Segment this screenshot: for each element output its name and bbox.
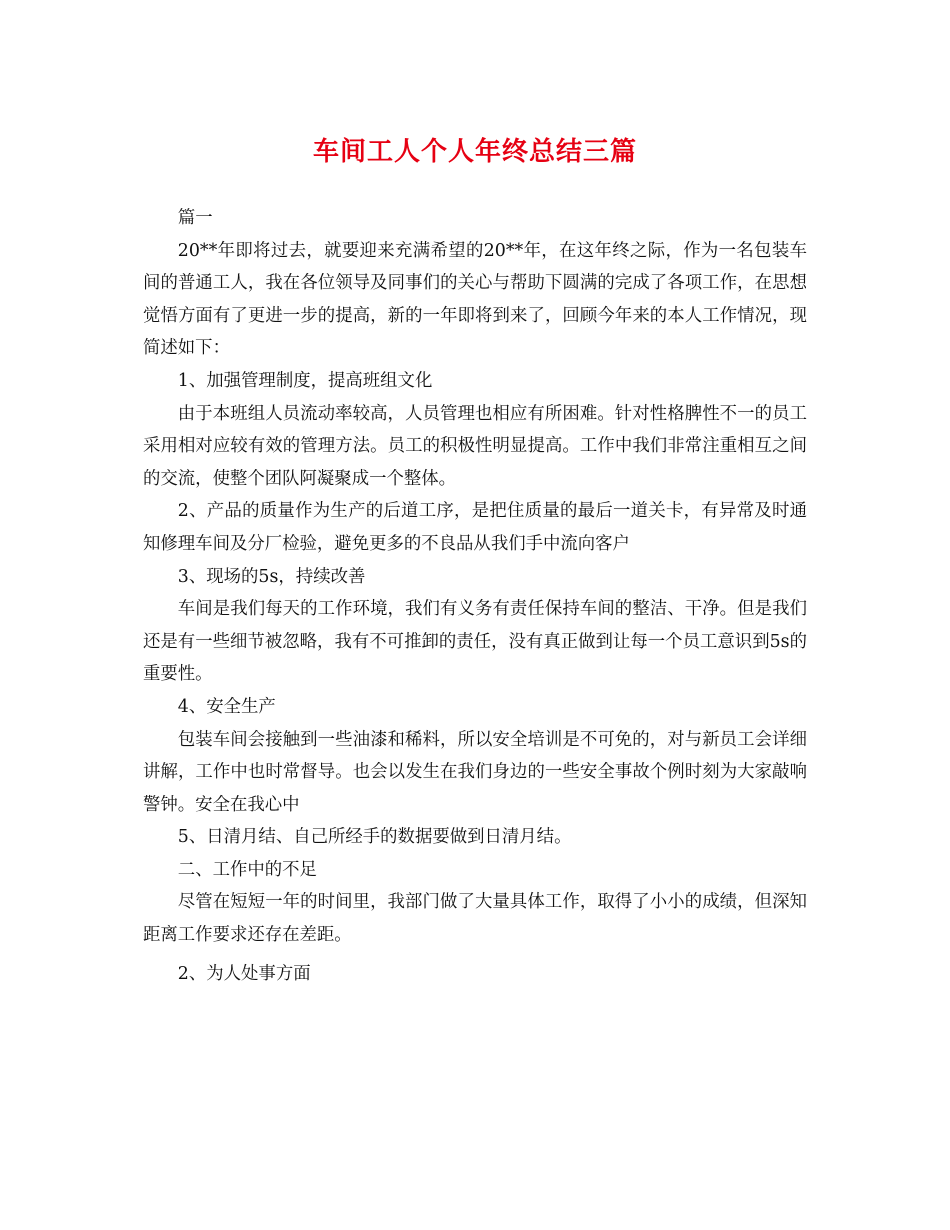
- paragraph-management: 由于本班组人员流动率较高，人员管理也相应有所困难。针对性格脾性不一的员工采用相对应较有效的管理方法。员工的积极性明显提高。工作中我们非常注重相互之间的交流，使整个团队阿凝聚成一个整体。: [143, 403, 807, 489]
- paragraph-5s: 车间是我们每天的工作环境，我们有义务有责任保持车间的整洁、干净。但是我们还是有一些细节被忽略，我有不可推卸的责任，没有真正做到让每一个员工意识到5s的重要性。: [143, 599, 807, 685]
- item-daily-settlement: 5、日清月结、自己所经手的数据要做到日清月结。: [177, 827, 572, 848]
- item-heading-safety: 4、安全生产: [177, 696, 276, 717]
- paragraph-shortcomings: 尽管在短短一年的时间里，我部门做了大量具体工作，取得了小小的成绩，但深知距离工作要求还存在差距。: [143, 892, 807, 946]
- section-heading-part-one: 篇一: [177, 208, 213, 228]
- item-heading-management: 1、加强管理制度，提高班组文化: [177, 370, 433, 391]
- section-heading-shortcomings: 二、工作中的不足: [177, 859, 317, 880]
- paragraph-safety: 包装车间会接触到一些油漆和稀料，所以安全培训是不可免的，对与新员工会详细讲解，工作中也时常督导。也会以发生在我们身边的一些安全事故个例时刻为大家敲响警钟。安全在我心中: [143, 729, 807, 815]
- item-heading-conduct: 2、为人处事方面: [177, 963, 311, 984]
- document-body: [143, 202, 807, 990]
- item-quality: 2、产品的质量作为生产的后道工序，是把住质量的最后一道关卡，有异常及时通知修理车间及分厂检验，避免更多的不良品从我们手中流向客户: [143, 501, 807, 554]
- document-title: 车间工人个人年终总结三篇: [312, 137, 637, 167]
- intro-paragraph: 20**年即将过去，就要迎来充满希望的20**年，在这年终之际，作为一名包装车间的普通工人，我在各位领导及同事们的关心与帮助下圆满的完成了各项工作，在思想觉悟方面有了更进一步的提高，新的一年即将到来了，回顾今年来的本人工作情况，现简述如下：: [143, 240, 807, 359]
- item-heading-5s: 3、现场的5s，持续改善: [177, 566, 366, 587]
